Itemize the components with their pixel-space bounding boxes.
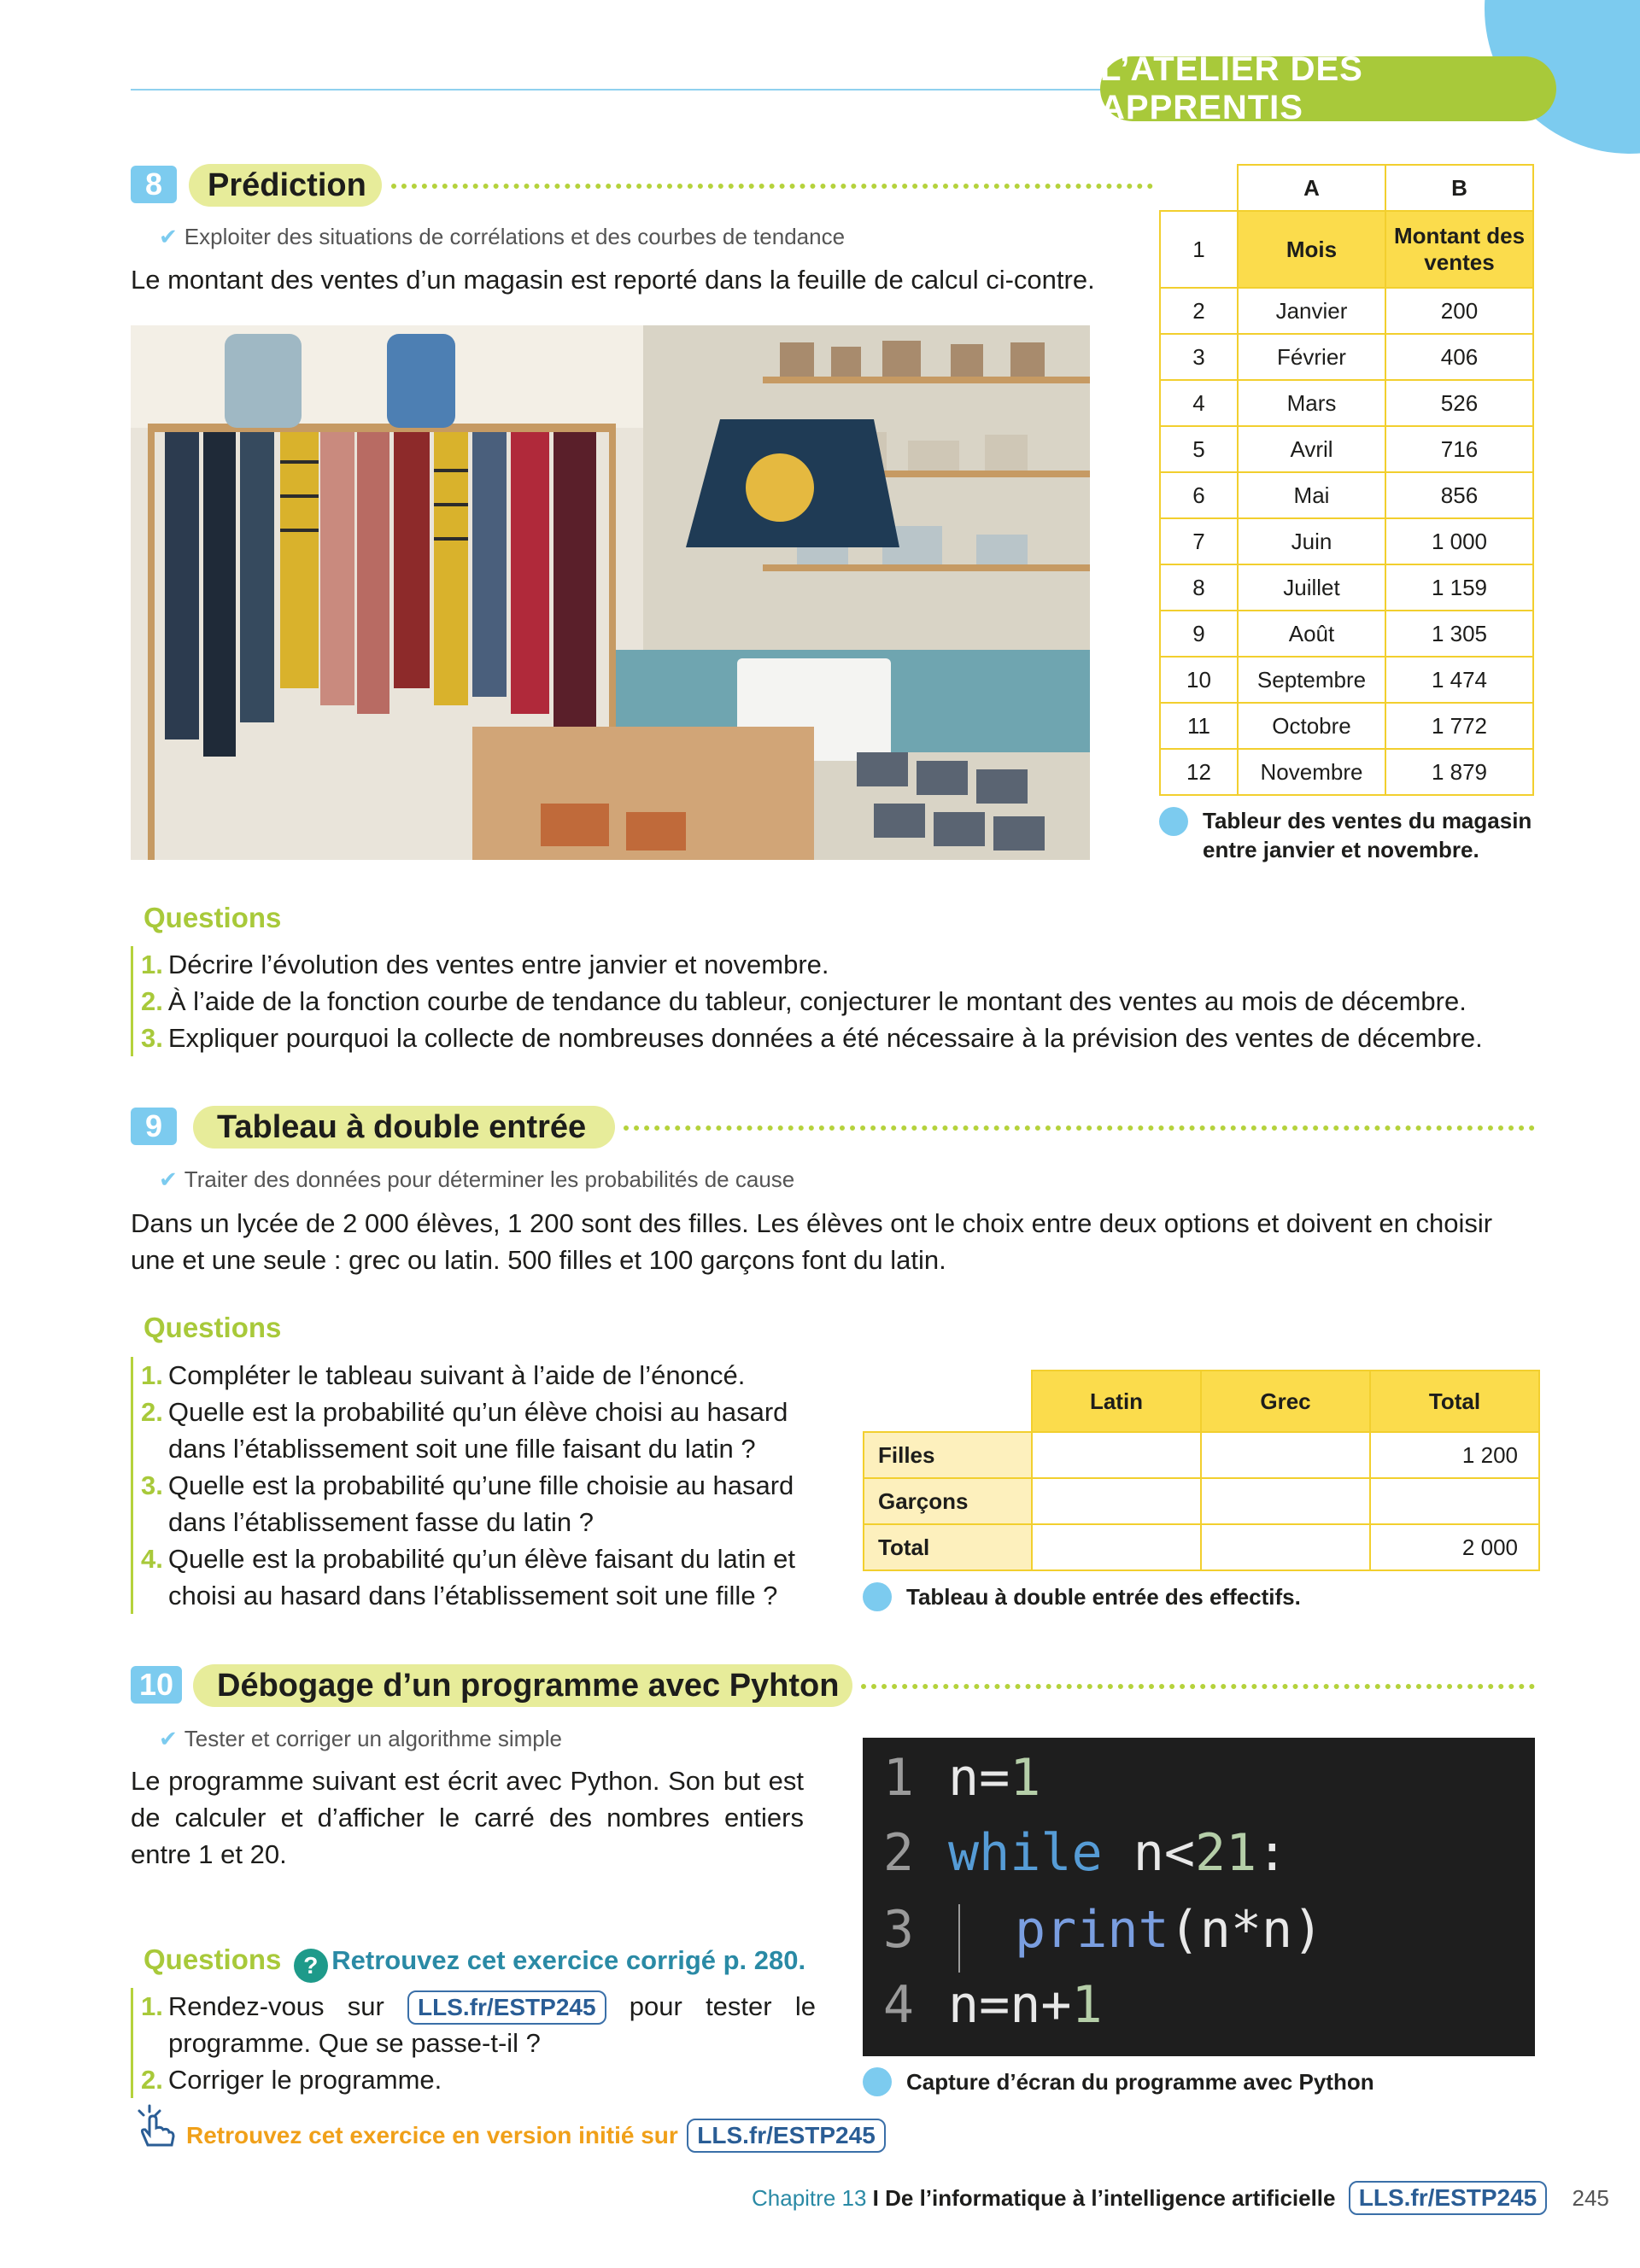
cell-filles-grec (1201, 1432, 1370, 1478)
sheet-cell-month: Avril (1238, 426, 1385, 472)
code-caption: Capture d’écran du programme avec Python (906, 2069, 1374, 2095)
table-corner (864, 1371, 1032, 1432)
sheet-row (1160, 380, 1533, 426)
questions-list-8 (131, 946, 1559, 1056)
chapter-label: Chapitre 13 (752, 2185, 867, 2211)
sheet-cell-amount: 1 772 (1385, 703, 1533, 749)
objective-10: ✔ Tester et corriger un algorithme simple (159, 1726, 562, 1751)
initie-link[interactable]: LLS.fr/ESTP245 (687, 2119, 886, 2153)
question-item: 2. Quelle est la probabilité qu’un élève choisi au hasard dans l’établissement soit une fille faisant du latin ? (141, 1397, 788, 1464)
row-header-total: Total (864, 1524, 1032, 1570)
cell-total-total: 2 000 (1370, 1524, 1539, 1570)
cell-total-latin (1032, 1524, 1201, 1570)
sheet-cell-month: Janvier (1238, 288, 1385, 334)
sheet-row-number: 12 (1160, 749, 1238, 795)
intro-10: Le programme suivant est écrit avec Python. Son but est de calculer et d’afficher le carré des nombres entiers entre 1 et 20. (131, 1766, 804, 1869)
line-number: 2 (882, 1823, 914, 1883)
question-item: 1. Décrire l’évolution des ventes entre janvier et novembre. (141, 950, 829, 979)
questions-title-8: Questions (144, 902, 282, 933)
indent-guide (958, 1904, 960, 1973)
exercise-number-10: 10 (131, 1666, 182, 1704)
code-line-2: while n<21: (948, 1823, 1288, 1883)
sheet-cell-amount: 1 879 (1385, 749, 1533, 795)
sheet-row-number: 9 (1160, 611, 1238, 657)
exercise-number-8: 8 (131, 166, 177, 203)
row-header-garcons: Garçons (864, 1478, 1032, 1524)
sheet-row-number: 8 (1160, 564, 1238, 611)
sheet-row (1160, 749, 1533, 795)
sheet-col-letter: B (1385, 165, 1533, 211)
sheet-row (1160, 611, 1533, 657)
header-rule (131, 89, 1104, 91)
sheet-cell-month: Mars (1238, 380, 1385, 426)
sheet-cell-amount: 526 (1385, 380, 1533, 426)
footer-link[interactable]: LLS.fr/ESTP245 (1349, 2181, 1548, 2215)
footer-separator: I (872, 2185, 879, 2211)
page-number: 245 (1572, 2185, 1609, 2211)
exercise-number-9: 9 (131, 1108, 177, 1145)
python-code-screenshot (863, 1738, 1535, 2056)
pointer-hand-icon (132, 2102, 180, 2150)
exercise-title-8: Prédiction (189, 164, 382, 207)
sheet-row-number: 11 (1160, 703, 1238, 749)
question-item: 1. Compléter le tableau suivant à l’aide de l’énoncé. (141, 1360, 746, 1390)
code-line-1: n=1 (948, 1748, 1041, 1808)
cell-garcons-grec (1201, 1478, 1370, 1524)
sheet-row (1160, 472, 1533, 518)
sheet-corner (1160, 165, 1238, 211)
sheet-caption: Tableur des ventes du magasin entre janvier et novembre. (1203, 808, 1532, 862)
cell-total-grec (1201, 1524, 1370, 1570)
sheet-cell-month: Juin (1238, 518, 1385, 564)
cell-filles-latin (1032, 1432, 1201, 1478)
question-mark-icon: ? (294, 1949, 328, 1983)
sheet-cell-amount: 406 (1385, 334, 1533, 380)
intro-8: Le montant des ventes d’un magasin est reporté dans la feuille de calcul ci-contre. (131, 265, 1095, 295)
sheet-row-number: 1 (1160, 211, 1238, 288)
line-number: 1 (882, 1748, 914, 1808)
caption-dot (863, 1582, 892, 1611)
col-header-grec: Grec (1201, 1371, 1370, 1432)
col-header-total: Total (1370, 1371, 1539, 1432)
sheet-row-number: 5 (1160, 426, 1238, 472)
sheet-row (1160, 334, 1533, 380)
sheet-row-number: 3 (1160, 334, 1238, 380)
sheet-cell-month: Février (1238, 334, 1385, 380)
sheet-cell-amount: 1 159 (1385, 564, 1533, 611)
question-item: 2. À l’aide de la fonction courbe de tendance du tableur, conjecturer le montant des ventes au mois de décembre. (141, 986, 1467, 1016)
sheet-row-number: 10 (1160, 657, 1238, 703)
sheet-cell-amount: 1 474 (1385, 657, 1533, 703)
cell-filles-total: 1 200 (1370, 1432, 1539, 1478)
sheet-cell-month: Mai (1238, 472, 1385, 518)
lls-link[interactable]: LLS.fr/ESTP245 (407, 1990, 606, 2025)
caption-dot (863, 2067, 892, 2096)
sheet-row (1160, 564, 1533, 611)
check-icon: ✔ (159, 1166, 178, 1192)
sheet-cell-amount: 200 (1385, 288, 1533, 334)
sheet-cell-amount: 1 305 (1385, 611, 1533, 657)
line-number: 3 (882, 1900, 914, 1960)
exercise-title-9: Tableau à double entrée (193, 1106, 615, 1149)
sheet-cell-month: Octobre (1238, 703, 1385, 749)
cell-garcons-total (1370, 1478, 1539, 1524)
title-dots (861, 1684, 1535, 1689)
check-icon: ✔ (159, 224, 178, 249)
questions-list-10 (131, 1988, 816, 2098)
code-line-4: n=n+1 (948, 1975, 1103, 2035)
sheet-cell-amount: 856 (1385, 472, 1533, 518)
title-dots (624, 1125, 1535, 1131)
sales-spreadsheet (1159, 164, 1534, 796)
sheet-row (1160, 657, 1533, 703)
title-dots (391, 184, 1153, 189)
objective-9: ✔ Traiter des données pour déterminer les probabilités de cause (159, 1166, 795, 1192)
sheet-col-letter: A (1238, 165, 1385, 211)
sheet-header-amount: Montant des ventes (1385, 211, 1533, 288)
sheet-cell-amount: 716 (1385, 426, 1533, 472)
double-entry-table (863, 1370, 1540, 1571)
exercise-title-10: Débogage d’un programme avec Pyhton (193, 1664, 852, 1707)
chapter-title: De l’informatique à l’intelligence artificielle (885, 2185, 1336, 2211)
objective-8: ✔ Exploiter des situations de corrélations et des courbes de tendance (159, 224, 846, 249)
corrige-reference: Retrouvez cet exercice corrigé p. 280. (331, 1945, 806, 1975)
sheet-cell-month: Août (1238, 611, 1385, 657)
questions-title-9: Questions (144, 1312, 282, 1343)
question-item: 4. Quelle est la probabilité qu’un élève faisant du latin et choisi au hasard dans l’établissement soit une fille ? (141, 1544, 796, 1610)
caption-dot (1159, 807, 1188, 836)
shop-photo (131, 325, 1090, 860)
sheet-cell-month: Novembre (1238, 749, 1385, 795)
question-item: 2. Corriger le programme. (141, 2065, 442, 2095)
sheet-row-number: 4 (1160, 380, 1238, 426)
sheet-row (1160, 703, 1533, 749)
initie-line (186, 2119, 886, 2153)
sheet-row-number: 2 (1160, 288, 1238, 334)
questions-header-10 (144, 1944, 805, 1983)
sheet-row (1160, 288, 1533, 334)
row-header-filles: Filles (864, 1432, 1032, 1478)
code-line-3: print(n*n) (1015, 1900, 1324, 1960)
check-icon: ✔ (159, 1726, 178, 1751)
question-item: 1. Rendez-vous sur LLS.fr/ESTP245 pour tester le programme. Que se passe-t-il ? (141, 1991, 816, 2058)
sheet-header-month: Mois (1238, 211, 1385, 288)
questions-list-9 (131, 1357, 824, 1614)
question-item: 3. Quelle est la probabilité qu’une fille choisie au hasard dans l’établissement fasse du latin ? (141, 1470, 794, 1537)
question-item: 3. Expliquer pourquoi la collecte de nombreuses données a été nécessaire à la prévision des ventes de décembre. (141, 1023, 1483, 1053)
sheet-cell-amount: 1 000 (1385, 518, 1533, 564)
sheet-row-number: 7 (1160, 518, 1238, 564)
section-banner: L’ATELIER DES APPRENTIS (1100, 56, 1556, 121)
sheet-row (1160, 426, 1533, 472)
col-header-latin: Latin (1032, 1371, 1201, 1432)
initie-text: Retrouvez cet exercice en version initié sur (186, 2122, 678, 2148)
sheet-row-number: 6 (1160, 472, 1238, 518)
sheet-row (1160, 518, 1533, 564)
sheet-cell-month: Septembre (1238, 657, 1385, 703)
cell-garcons-latin (1032, 1478, 1201, 1524)
line-number: 4 (882, 1975, 914, 2035)
page-footer (752, 2181, 1609, 2215)
table-caption: Tableau à double entrée des effectifs. (906, 1584, 1301, 1610)
intro-9: Dans un lycée de 2 000 élèves, 1 200 sont des filles. Les élèves ont le choix entre deux options et doivent en choisir une et une seule : grec ou latin. 500 filles et 100 garçons font du latin. (131, 1208, 1493, 1275)
questions-title-10: Questions (144, 1944, 282, 1975)
sheet-cell-month: Juillet (1238, 564, 1385, 611)
